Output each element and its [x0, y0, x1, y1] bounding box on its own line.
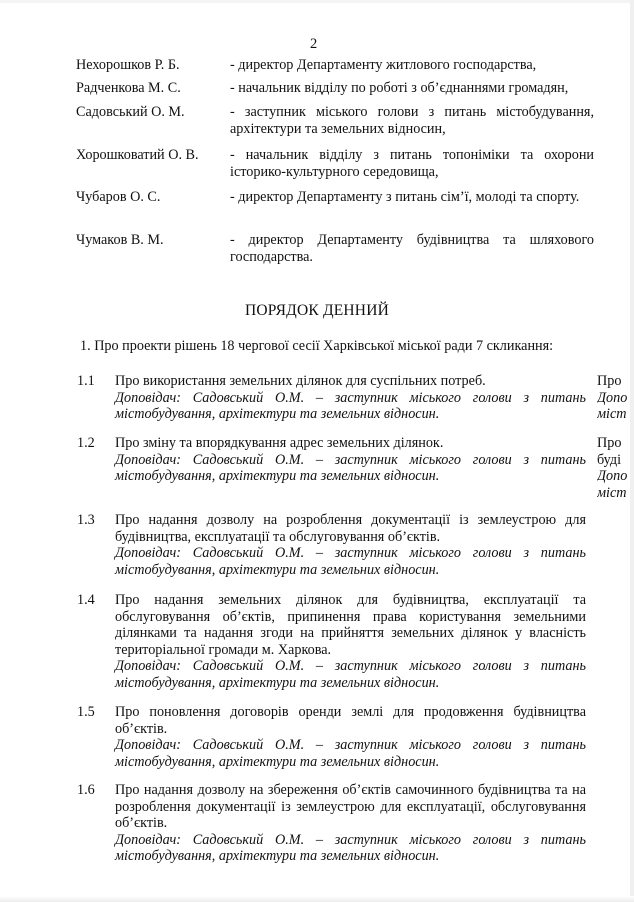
clipped-fragment: міст: [597, 406, 627, 422]
attendee-role: - директор Департаменту будівництва та шляхового господарства.: [230, 232, 594, 265]
agenda-intro: 1. Про проекти рішень 18 чергової сесії Харківської міської ради 7 скликання:: [80, 338, 554, 354]
item-speaker: Доповідач: Садовський О.М. – заступник міського голови з питань містобудування, архітектури та земельних відносин.: [115, 831, 586, 864]
attendee-role: - директор Департаменту житлового господарства,: [230, 57, 537, 73]
clipped-fragment-group: [597, 435, 634, 501]
item-number: 1.2: [77, 435, 95, 451]
item-speaker: Доповідач: Садовський О.М. – заступник міського голови з питань містобудування, архітектури та земельних відносин.: [115, 451, 586, 484]
agenda-item: [115, 704, 586, 770]
agenda-item: [115, 782, 586, 865]
item-number: 1.5: [77, 704, 95, 720]
attendee-name: Хорошковатий О. В.: [76, 147, 199, 163]
item-number: 1.1: [77, 373, 95, 389]
clipped-fragment-group: [597, 373, 634, 423]
clipped-fragment: буді: [597, 451, 622, 468]
item-number: 1.6: [77, 782, 95, 798]
attendee-name: Чубаров О. С.: [76, 189, 161, 205]
agenda-item: [115, 592, 586, 691]
attendee-name: Радченкова М. С.: [76, 80, 181, 96]
item-speaker: Доповідач: Садовський О.М. – заступник міського голови з питань містобудування, архітектури та земельних відносин.: [115, 737, 586, 770]
attendee-role: - начальник відділу з питань топоніміки та охорони історико-культурного середовища,: [230, 147, 594, 180]
attendee-role: - начальник відділу по роботі з об’єднаннями громадян,: [230, 80, 569, 96]
item-speaker: Доповідач: Садовський О.М. – заступник міського голови з питань містобудування, архітектури та земельних відносин.: [115, 545, 586, 578]
clipped-fragment: Про: [597, 435, 622, 451]
item-speaker: Доповідач: Садовський О.М. – заступник міського голови з питань містобудування, архітектури та земельних відносин.: [115, 389, 586, 422]
agenda-item: [115, 512, 586, 578]
agenda-heading: ПОРЯДОК ДЕННИЙ: [245, 302, 389, 319]
item-title: Про надання дозволу на розроблення документації із землеустрою для будівництва, експлуатації та обслуговування об’єктів.: [115, 512, 586, 545]
item-title: Про використання земельних ділянок для суспільних потреб.: [115, 373, 486, 389]
item-title: Про надання земельних ділянок для будівництва, експлуатації та обслуговування об’єктів, припинення права користування земельними ділянками та надання згоди на прийняття земельних ділянок у власність територіальної громади м. Харкова.: [115, 592, 586, 658]
item-number: 1.4: [77, 592, 95, 608]
agenda-item: [115, 373, 586, 423]
item-title: Про поновлення договорів оренди землі для продовження будівництва об’єктів.: [115, 704, 586, 737]
scan-edge-bottom: [0, 896, 634, 902]
clipped-fragment: Допо: [597, 389, 628, 406]
attendee-role: - заступник міського голови з питань містобудування, архітектури та земельних відносин,: [230, 104, 594, 137]
agenda-item: [115, 435, 586, 485]
item-title: Про надання дозволу на збереження об’єктів самочинного будівництва та на розроблення документації із землеустрою для експлуатації, обслуговування об’єктів.: [115, 782, 586, 831]
attendee-name: Чумаков В. М.: [76, 232, 164, 248]
clipped-fragment: міст: [597, 484, 627, 501]
attendee-name: Садовський О. М.: [76, 104, 185, 120]
item-number: 1.3: [77, 512, 95, 528]
scan-edge-top: [0, 0, 634, 3]
attendee-name: Нехорошков Р. Б.: [76, 57, 180, 73]
item-title: Про зміну та впорядкування адрес земельних ділянок.: [115, 435, 444, 451]
attendee-role: - директор Департаменту з питань сім’ї, молоді та спорту.: [230, 189, 580, 205]
page-number: 2: [310, 36, 318, 52]
clipped-fragment: Допо: [597, 468, 628, 484]
item-speaker: Доповідач: Садовський О.М. – заступник міського голови з питань містобудування, архітектури та земельних відносин.: [115, 658, 586, 691]
clipped-fragment: Про: [597, 373, 622, 389]
